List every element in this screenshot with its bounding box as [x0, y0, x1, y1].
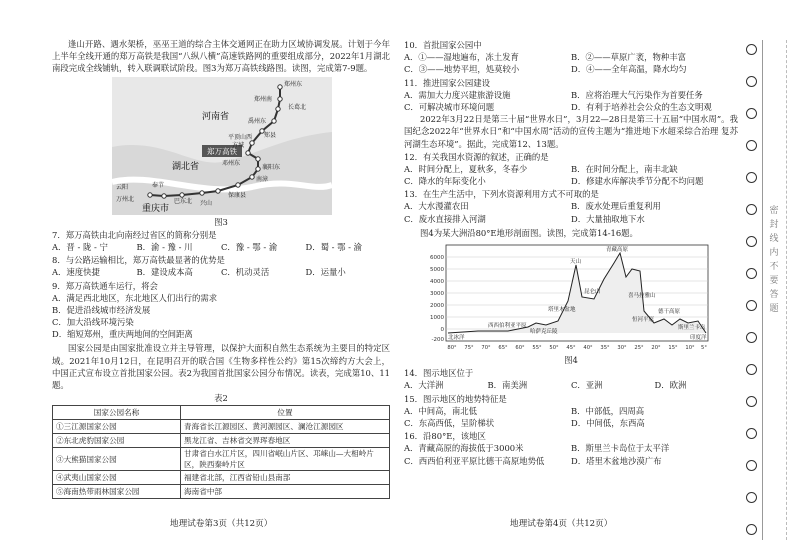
ring-hole — [746, 204, 757, 215]
right-page-footer: 地理试卷第4页（共12页） — [510, 519, 613, 529]
x-tick: 10° — [685, 345, 695, 351]
terrain-profile-figure — [404, 241, 738, 353]
option: A．中间高，南北低 — [404, 405, 478, 416]
left-page — [52, 38, 390, 499]
option: C．加大沿线环境污染 — [52, 317, 134, 328]
station-label: 巴东北 — [174, 197, 193, 205]
y-tick: 6000 — [430, 255, 444, 261]
table-cell: ⑤海南热带雨林国家公园 — [53, 485, 181, 499]
q11-stem: 11．推进国家公园建设 — [404, 77, 491, 88]
ring-hole — [746, 76, 757, 87]
q10-options — [404, 51, 738, 75]
ring-hole — [746, 428, 757, 439]
table-row — [53, 448, 390, 471]
profile-label: 塔里木盆地 — [548, 307, 576, 313]
profile-label: 北冰洋 — [448, 335, 465, 341]
option: C．废水直接排入河湖 — [404, 213, 486, 224]
table2-caption: 表2 — [214, 393, 228, 404]
station-label: 长葛北 — [288, 103, 307, 111]
q16-options — [404, 442, 738, 466]
ring-hole — [746, 524, 757, 535]
x-tick: 55° — [532, 345, 542, 351]
station-label: 南漳 — [256, 175, 269, 183]
option: A．需加大力度兴建旅游设施 — [404, 89, 511, 100]
x-tick: 80° — [447, 345, 457, 351]
option: B．南美洲 — [487, 380, 528, 391]
table-cell: ①三江源国家公园 — [53, 420, 181, 434]
q8-options — [52, 266, 390, 278]
q9-stem: 9．郑万高铁通车运行，将会 — [52, 280, 158, 291]
table-row — [53, 471, 390, 485]
q12-options — [404, 163, 738, 187]
ring-hole — [746, 396, 757, 407]
option: D．蜀 - 鄂 - 渝 — [305, 241, 363, 252]
profile-paragraph: 图4为某大洲沿80°E地形剖面图。读图，完成第14-16题。 — [420, 227, 638, 238]
option: C．亚洲 — [571, 380, 603, 391]
q13-options — [404, 200, 738, 224]
ring-hole — [746, 364, 757, 375]
table-cell: 黑龙江省、吉林省交界珲春地区 — [181, 434, 390, 448]
q14-stem: 14．图示地区位于 — [404, 368, 474, 379]
option: D．修建水库解决季节分配不均问题 — [571, 176, 704, 187]
y-tick: -200 — [431, 337, 444, 343]
table-row — [53, 420, 390, 434]
option: B．②——草原广袤，物种丰富 — [571, 52, 687, 63]
profile-label: 德干高原 — [658, 309, 681, 315]
y-tick: 5000 — [430, 267, 444, 273]
table-cell: ④武夷山国家公园 — [53, 471, 181, 485]
option: B．应将治理大气污染作为首要任务 — [571, 89, 703, 100]
zhengwan-railway-map — [52, 77, 390, 215]
x-tick: 75° — [464, 345, 474, 351]
option: C．机动灵活 — [221, 267, 270, 278]
station-label: 邓州东 — [222, 159, 241, 167]
station-label: 万州北 — [116, 195, 135, 203]
x-tick: 45° — [566, 345, 576, 351]
q11-options — [404, 89, 738, 113]
station-label: 郑州南 — [254, 95, 273, 103]
city-chongqing: 重庆市 — [142, 203, 170, 214]
ring-hole — [746, 268, 757, 279]
option: B．废水处理后重复利用 — [571, 201, 661, 212]
y-tick: 0 — [440, 327, 444, 333]
option: A．时间分配上，夏秋多，冬春少 — [404, 163, 528, 174]
q8-stem: 8．与公路运输相比，郑万高铁最显著的优势是 — [52, 255, 225, 266]
x-tick: 50° — [549, 345, 559, 351]
option: D．中间低，东西高 — [571, 417, 645, 428]
option: D．缩短郑州，重庆两地间的空间距离 — [52, 329, 193, 340]
ring-hole — [746, 300, 757, 311]
water-day-paragraph: 2022年3月22日是第三十届“世界水日”，3月22—28日是第三十五届“中国水周”。我国纪念2022年“世界水日”和“中国水周”活动的宣传主题为“推进地下水超采综合治理 复苏河湖生态环境”。据此，完成第12、13题。 — [404, 114, 738, 149]
table-header: 国家公园名称 — [53, 406, 181, 420]
table-row — [53, 434, 390, 448]
profile-label: 昆仑山 — [584, 289, 601, 295]
province-hubei: 湖北省 — [172, 161, 200, 172]
table-cell: ③大熊猫国家公园 — [53, 448, 181, 471]
map-svg — [52, 77, 390, 215]
ring-hole — [746, 108, 757, 119]
profile-label: 印度洋 — [690, 335, 707, 341]
x-tick: 40° — [583, 345, 593, 351]
option: A．大水漫灌农田 — [404, 201, 469, 212]
option: B．在时间分配上，南丰北缺 — [571, 163, 678, 174]
profile-label: 天山 — [570, 259, 582, 265]
station-label: 襄阳东 — [262, 163, 281, 171]
station-label: 奉节 — [152, 181, 165, 189]
option: A．大洋洲 — [404, 380, 444, 391]
province-henan: 河南省 — [202, 111, 230, 122]
line-label: 郑万高铁 — [207, 146, 237, 156]
station-label: 平顶山西 — [228, 133, 253, 141]
option: A．速度快捷 — [52, 267, 100, 278]
x-tick: 20° — [651, 345, 661, 351]
right-page — [404, 38, 738, 467]
option: B．中部低，四周高 — [571, 405, 645, 416]
x-tick: 25° — [634, 345, 644, 351]
profile-svg — [418, 241, 718, 353]
national-park-paragraph: 国家公园是由国家批准设立并主导管理，以保护大面积自然生态系统为主要目的特定区域。2021年10月12日，在昆明召开的联合国《生物多样性公约》第15次缔约方大会上，中国正式宣布设立首批国家公园。表2为我国首批国家公园分布情况。读表，完成第10、11题。 — [52, 343, 390, 390]
option: C．豫 - 鄂 - 渝 — [221, 241, 278, 252]
station-label: 方城 — [232, 141, 245, 149]
profile-label: 哈萨克丘陵 — [530, 329, 558, 335]
option: A．青藏高原的海拔低于3000米 — [404, 443, 524, 454]
option: A．①——湿地遍布，冻土发育 — [404, 52, 519, 63]
left-page-footer: 地理试卷第3页（共12页） — [170, 519, 273, 529]
option: C．可解决城市环境问题 — [404, 101, 495, 112]
x-tick: 15° — [668, 345, 678, 351]
option: D．塔里木盆地沙漠广布 — [571, 455, 662, 466]
x-tick: 70° — [481, 345, 491, 351]
option: B．促进沿线城市经济发展 — [52, 304, 151, 315]
station-label: 禹州东 — [248, 117, 267, 125]
profile-label: 恒河平原 — [632, 317, 655, 323]
option: D．运量小 — [305, 267, 346, 278]
y-tick: 4000 — [430, 279, 444, 285]
ring-hole — [746, 44, 757, 55]
option: A．满足西北地区，东北地区人们出行的需求 — [52, 292, 218, 303]
q7-options — [52, 241, 390, 253]
y-tick: 3000 — [430, 291, 444, 297]
table-cell: 甘肃省白水江片区，四川省岷山片区、邛崃山—大相岭片区，陕西秦岭片区 — [181, 448, 390, 471]
x-tick: 60° — [515, 345, 525, 351]
ring-hole — [746, 492, 757, 503]
option: B．建设成本高 — [136, 267, 193, 278]
station-label: 郏县 — [264, 131, 277, 139]
profile-label: 青藏高原 — [606, 247, 629, 253]
intro-paragraph: 逢山开路、遇水架桥，巫巫王道的综合主体交通网正在助力区域协调发展。计划于今年上半年全线开通的郑万高铁是我国“八纵八横”高速铁路网的重要组成部分，2022年1月湖北南段完成全线铺轨，转入联调联试阶段。图3为郑万高铁线路图。读图，完成第7-9题。 — [52, 39, 390, 74]
x-axis-ticks — [447, 345, 707, 351]
option: D．④——全年高温，降水均匀 — [571, 64, 687, 75]
q16-stem: 16．沿80°E，该地区 — [404, 431, 486, 442]
x-tick: 35° — [600, 345, 610, 351]
q10-stem: 10．首批国家公园中 — [404, 40, 482, 50]
table-row — [53, 485, 390, 499]
station-label: 云阳 — [116, 183, 129, 191]
x-tick: 30° — [617, 345, 627, 351]
profile-label: 西西伯利亚平原 — [488, 323, 527, 329]
table-cell: 福建省北部，江西省铅山县南部 — [181, 471, 390, 485]
option: D．大量抽取地下水 — [571, 213, 645, 224]
option: D．欧洲 — [654, 380, 687, 391]
q9-options — [52, 292, 390, 341]
option: B．斯里兰卡岛位于太平洋 — [571, 443, 670, 454]
x-tick: 65° — [498, 345, 508, 351]
option: C．③——地势平坦，処莫较小 — [404, 64, 520, 75]
ring-hole — [746, 140, 757, 151]
station-label: 保康县 — [228, 191, 247, 199]
fig4-caption: 图4 — [564, 355, 578, 365]
profile-label: 斯里兰卡岛 — [678, 325, 706, 331]
x-tick: 5° — [701, 345, 707, 351]
table-cell: ②东北虎豹国家公园 — [53, 434, 181, 448]
y-tick: 2000 — [430, 303, 444, 309]
ring-hole — [746, 172, 757, 183]
table-cell: 海南省中部 — [181, 485, 390, 499]
seal-warning-text: 密封线内不要答题 — [769, 206, 779, 314]
table-header: 位置 — [181, 406, 390, 420]
option: A．晋 - 陇 - 宁 — [52, 241, 108, 252]
option: C．降水的年际变化小 — [404, 176, 486, 187]
table-cell: 青海省长江源园区、黄河源园区、澜沧江源园区 — [181, 420, 390, 434]
q12-stem: 12．有关我国水资源的叙述，正确的是 — [404, 151, 549, 162]
ring-hole — [746, 332, 757, 343]
q14-options — [404, 379, 738, 391]
option: D．有利于培养社会公众的生态文明观 — [571, 101, 712, 112]
station-label: 兴山 — [200, 199, 213, 207]
q7-stem: 7．郑万高铁由北向南经过省区的简称分别是 — [52, 229, 217, 240]
option: B．渝 - 豫 - 川 — [136, 241, 193, 252]
q15-stem: 15．图示地区的地势特征是 — [404, 393, 507, 404]
q13-stem: 13．在生产生活中，下列水资源利用方式不可取的是 — [404, 189, 599, 200]
ring-hole — [746, 460, 757, 471]
fig3-caption: 图3 — [214, 216, 228, 227]
option: C．东高西低，呈阶梯状 — [404, 417, 495, 428]
option: C．西西伯利亚平原比德干高原地势低 — [404, 455, 545, 466]
profile-label: 喜马拉雅山 — [628, 293, 656, 299]
y-axis-ticks — [430, 255, 445, 343]
q15-options — [404, 405, 738, 429]
ring-hole — [746, 236, 757, 247]
y-tick: 1000 — [430, 315, 444, 321]
station-label: 郑州东 — [284, 80, 303, 88]
national-park-table — [52, 405, 390, 499]
